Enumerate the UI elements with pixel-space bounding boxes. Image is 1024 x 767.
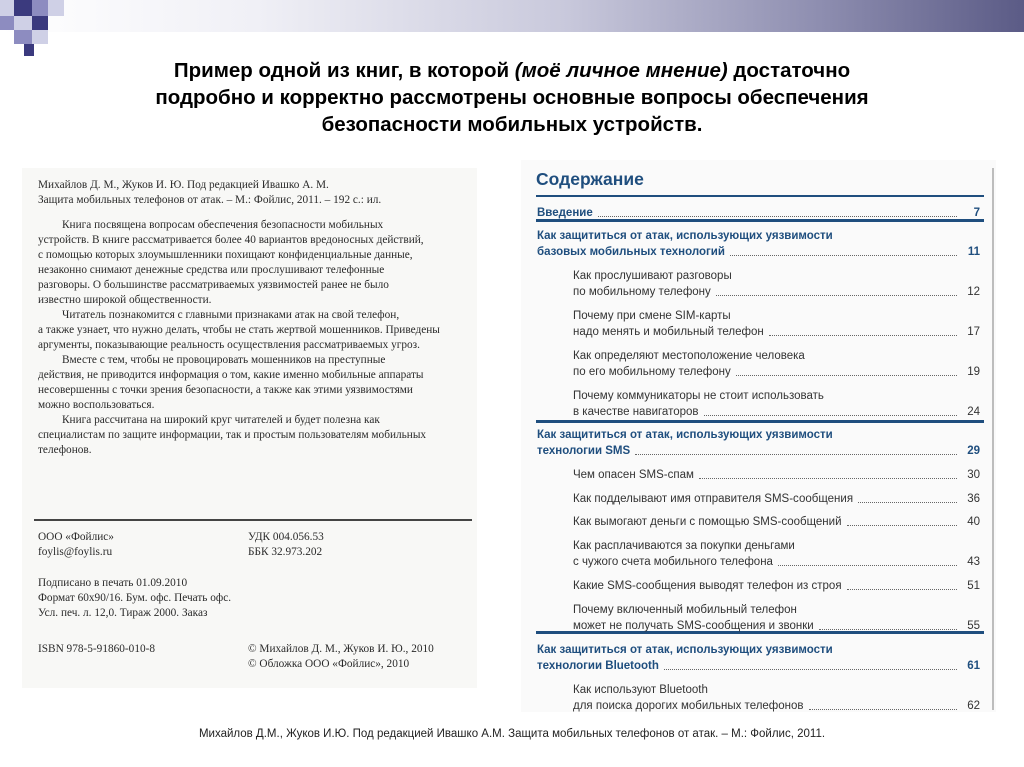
- copyright: © Михайлов Д. М., Жуков И. Ю., 2010 © Обложка ООО «Фойлис», 2010: [248, 643, 434, 670]
- toc-entry: [573, 404, 980, 420]
- toc-entry-title: надо менять и мобильный телефон: [573, 326, 764, 338]
- annotation-line: специалистам по защите информации, так и простым пользователям мобильных: [38, 429, 427, 441]
- toc-entry: [573, 698, 980, 714]
- toc-entry-title: в качестве навигаторов: [573, 406, 699, 418]
- annotation-line: разговоры. О большинстве рассматриваемых уязвимостей ранее не было: [38, 279, 389, 291]
- toc-page-number: 55: [967, 620, 980, 632]
- toc-entry-title: Какие SMS-сообщения выводят телефон из строя: [573, 580, 842, 592]
- toc-page-number: 19: [967, 366, 980, 378]
- header-square: [32, 16, 48, 30]
- toc-entry-title: может не получать SMS-сообщения и звонки: [573, 620, 814, 632]
- toc-entry-line: Как прослушивают разговоры: [573, 270, 732, 282]
- toc-entry-line: Как защититься от атак, использующих уязвимости: [537, 429, 833, 441]
- toc-page-number: 24: [967, 406, 980, 418]
- toc-page-number: 61: [967, 660, 980, 672]
- toc-leader-dots: [716, 295, 957, 296]
- toc-page-number: 36: [967, 493, 980, 505]
- toc-entry: [573, 491, 980, 507]
- toc-leader-dots: [778, 565, 957, 566]
- footer-citation: Михайлов Д.М., Жуков И.Ю. Под редакцией Ивашко А.М. Защита мобильных телефонов от атак. – М.: Фойлис, 2011.: [198, 728, 826, 740]
- header-square: [24, 44, 34, 56]
- annotation-line: известно широкой общественности.: [38, 294, 212, 306]
- toc-entry-line: Почему при смене SIM-карты: [573, 310, 731, 322]
- toc-leader-dots: [736, 375, 957, 376]
- toc-entry-title: Как подделывают имя отправителя SMS-сообщения: [573, 493, 854, 505]
- annotation-line: можно воспользоваться.: [38, 399, 155, 411]
- toc-entry-line: Почему коммуникаторы не стоит использовать: [573, 390, 824, 402]
- annotation-line: Книга посвящена вопросам обеспечения безопасности мобильных: [62, 219, 384, 231]
- bbk-code: ББК 32.973.202: [248, 546, 323, 558]
- toc-entry: [573, 514, 980, 530]
- annotation-line: Вместе с тем, чтобы не провоцировать мошенников на преступные: [62, 354, 386, 366]
- toc-entry: [537, 658, 980, 674]
- toc-entry-line: Как защититься от атак, использующих уязвимости: [537, 230, 833, 242]
- toc-entry-line: Как расплачиваются за покупки деньгами: [573, 540, 795, 552]
- toc-entry-title: технологии SMS: [537, 445, 631, 457]
- book-annotation: [38, 218, 472, 458]
- slide-title: Пример одной из книг, в которой (моё личное мнение) достаточно подробно и корректно рассмотрены основные вопросы обеспечения безопасности мобильных устройств.: [155, 59, 869, 136]
- toc-leader-dots: [847, 589, 957, 590]
- toc-page-number: 12: [967, 286, 980, 298]
- isbn: ISBN 978-5-91860-010-8: [38, 643, 156, 655]
- publisher-name: ООО «Фойлис»: [38, 531, 114, 543]
- toc-entry-title: Чем опасен SMS-спам: [573, 469, 694, 481]
- toc-page-number: 11: [967, 246, 980, 258]
- toc-page-number: 43: [967, 556, 980, 568]
- toc-entry: [573, 284, 980, 300]
- annotation-line: с помощью которых злоумышленники похищают конфиденциальные данные,: [38, 249, 413, 261]
- toc-entry: [537, 205, 980, 221]
- book-citation: Михайлов Д. М., Жуков И. Ю. Под редакцией Ивашко А. М. Защита мобильных телефонов от атак. – М.: Фойлис, 2011. – 192 с.: ил.: [38, 179, 382, 206]
- toc-leader-dots: [635, 454, 957, 455]
- toc-heading-rule: [536, 195, 984, 197]
- toc-entry-line: Как определяют местоположение человека: [573, 350, 805, 362]
- header-square: [32, 30, 48, 44]
- annotation-line: Читатель познакомится с главными признаками атак на свой телефон,: [62, 309, 400, 321]
- header-square: [32, 0, 48, 16]
- toc-section-rule: [536, 420, 984, 423]
- toc-entry: [573, 618, 980, 634]
- toc-entry-line: Как защититься от атак, использующих уязвимости: [537, 644, 833, 656]
- header-square: [0, 0, 14, 16]
- header-square: [0, 16, 14, 30]
- toc-page-number: 62: [967, 700, 980, 712]
- udk-code: УДК 004.056.53: [248, 531, 324, 543]
- toc-entry-title: с чужого счета мобильного телефона: [573, 556, 773, 568]
- toc-entry: [573, 554, 980, 570]
- toc-entry: [537, 244, 980, 260]
- toc-entry-title: Как вымогают деньги с помощью SMS-сообщений: [573, 516, 842, 528]
- header-square: [14, 0, 32, 16]
- toc-leader-dots: [704, 415, 957, 416]
- toc-leader-dots: [769, 335, 957, 336]
- toc-page-number: 30: [967, 469, 980, 481]
- header-square: [14, 16, 32, 30]
- toc-leader-dots: [858, 502, 957, 503]
- toc-entry-line: Почему включенный мобильный телефон: [573, 604, 797, 616]
- toc-leader-dots: [699, 478, 957, 479]
- annotation-line: устройств. В книге рассматривается более 40 вариантов вредоносных действий,: [38, 234, 424, 246]
- toc-entry-title: для поиска дорогих мобильных телефонов: [573, 700, 804, 712]
- toc-heading: Содержание: [536, 169, 644, 189]
- annotation-line: аргументы, показывающие реальность осуществления рассматриваемых угроз.: [38, 339, 420, 351]
- toc-page-number: 29: [967, 445, 980, 457]
- toc-entry-title: базовых мобильных технологий: [537, 246, 725, 258]
- toc-entry-line: Как используют Bluetooth: [573, 684, 708, 696]
- annotation-line: телефонов.: [38, 444, 92, 456]
- toc-entry-title: по его мобильному телефону: [573, 366, 731, 378]
- toc-entry-title: технологии Bluetooth: [537, 660, 659, 672]
- toc-entry: [573, 364, 980, 380]
- toc-page-number: 7: [973, 207, 980, 219]
- toc-entry: [537, 443, 980, 459]
- annotation-line: незаконно снимают денежные средства или прослушивают телефонные: [38, 264, 385, 276]
- toc-leader-dots: [809, 709, 957, 710]
- header-gradient-bar: [0, 0, 1024, 32]
- annotation-line: Книга рассчитана на широкий круг читателей и будет полезна как: [62, 414, 380, 426]
- header-square: [48, 0, 64, 16]
- toc-leader-dots: [598, 216, 957, 217]
- toc-entry: [573, 324, 980, 340]
- annotation-line: а также узнает, что нужно делать, чтобы не стать жертвой мошенников. Приведены: [38, 324, 440, 336]
- toc-leader-dots: [847, 525, 957, 526]
- divider: [34, 519, 472, 521]
- toc-page-number: 51: [967, 580, 980, 592]
- toc-leader-dots: [664, 669, 957, 670]
- toc-entry-title: по мобильному телефону: [573, 286, 711, 298]
- annotation-line: несовершенны с точки зрения безопасности, а также как этими уязвимостями: [38, 384, 413, 396]
- toc-page-number: 40: [967, 516, 980, 528]
- toc-entry: [573, 467, 980, 483]
- toc-entry: [573, 578, 980, 594]
- page-edge: [992, 168, 994, 710]
- toc-entry-title: Введение: [537, 207, 593, 219]
- header-square: [14, 30, 32, 44]
- toc-leader-dots: [819, 629, 957, 630]
- toc-page-number: 17: [967, 326, 980, 338]
- publisher-email: foylis@foylis.ru: [38, 546, 113, 558]
- print-info: Подписано в печать 01.09.2010 Формат 60х90/16. Бум. офс. Печать офс. Усл. печ. л. 12,0. Тираж 2000. Заказ: [38, 577, 232, 619]
- toc-leader-dots: [730, 255, 957, 256]
- annotation-line: действия, не приводится информация о том, какие именно мобильные аппараты: [38, 369, 424, 381]
